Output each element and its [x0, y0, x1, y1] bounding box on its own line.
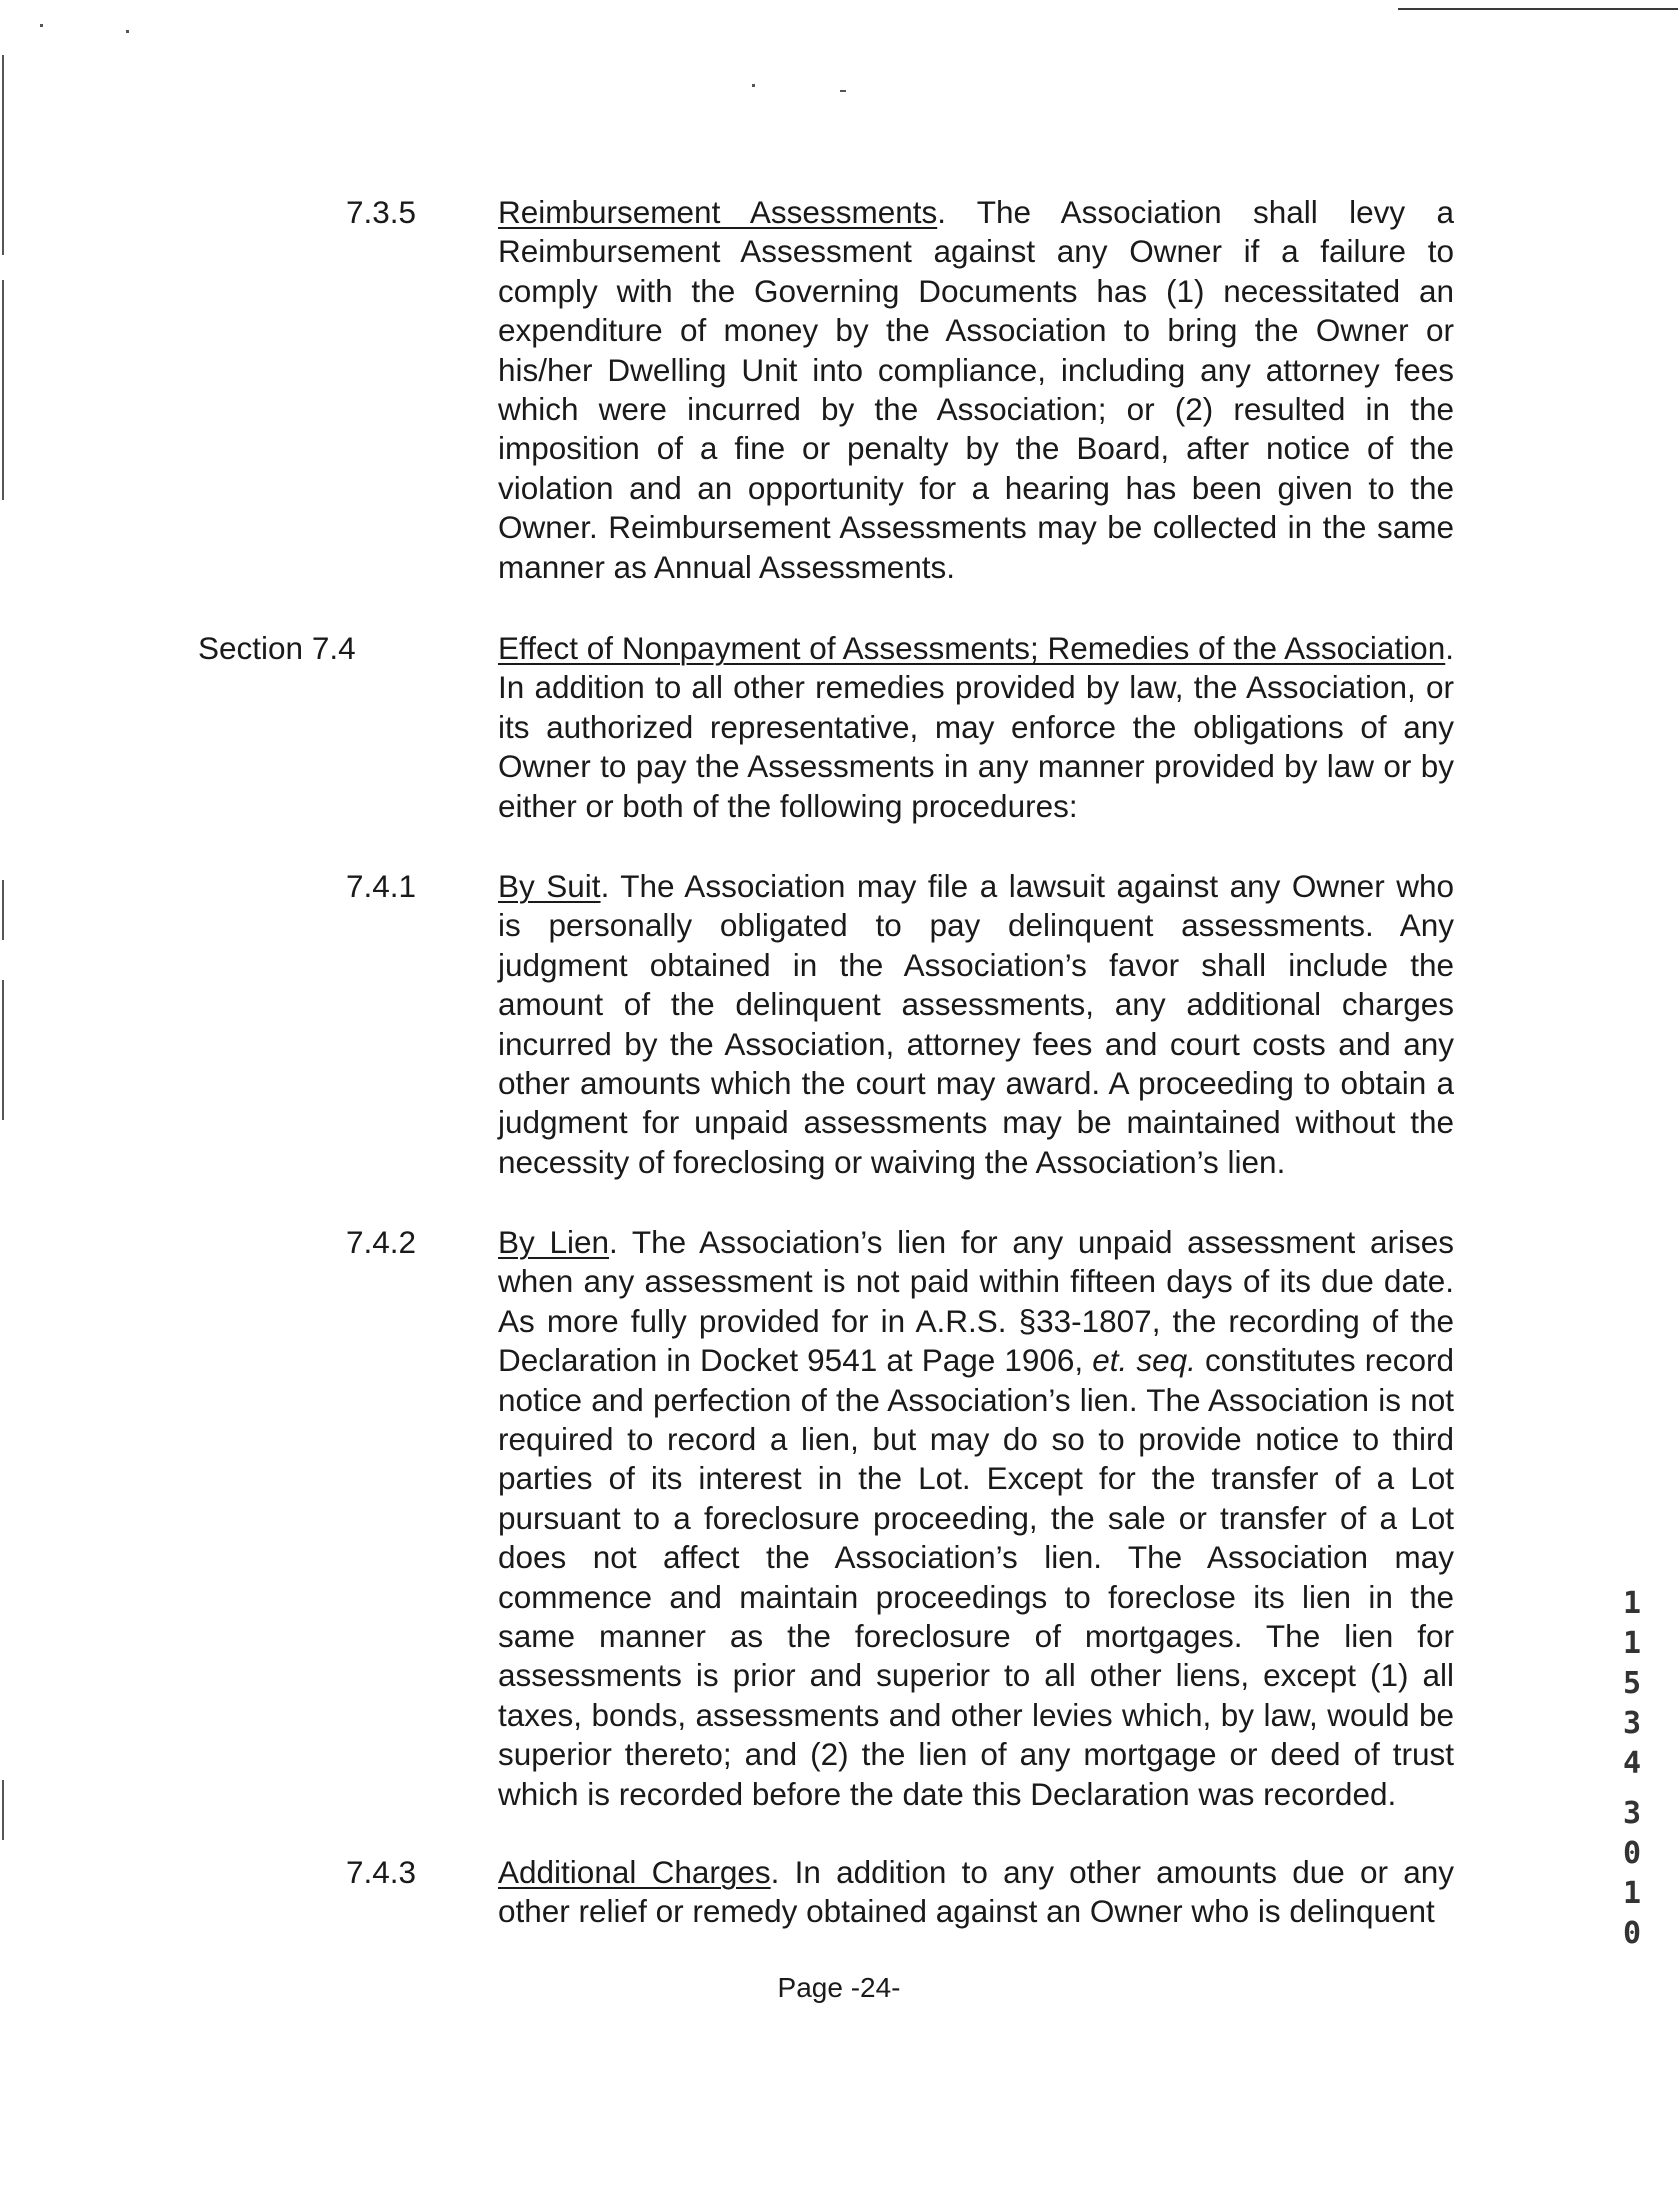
section-body: . In addition to all other remedies provided by law, the Association, or its authorized representative, may enforce the obligations of any Owner to pay the Assessments in any manner provided by law or by either or both of the following procedures: [498, 630, 1454, 824]
section-7-4-paragraph [498, 629, 1454, 826]
stamp-digit: 1 [1622, 1876, 1642, 1911]
scan-speck [840, 90, 846, 92]
section-heading: By Lien [498, 1224, 610, 1260]
stamp-digit: 0 [1622, 1836, 1642, 1871]
scan-margin-mark [2, 880, 4, 940]
section-body-continued: constitutes record notice and perfection of the Association’s lien. The Association is not required to record a lien, but may do so to provide notice to third parties of its interest in the Lot. Except for the transfer of a Lot pursuant to a foreclosure proceeding, the sale or transfer of a Lot does not affect the Association’s lien. The Association may commence and maintain proceedings to foreclose its lien in the same manner as the foreclosure of mortgages. The lien for assessments is prior and superior to all other liens, except (1) all taxes, bonds, assessments and other levies which, by law, would be superior thereto; and (2) the lien of any mortgage or deed of trust which is recorded before the date this Declaration was recorded. [498, 1342, 1454, 1812]
scan-speck [126, 30, 129, 33]
section-7-4-1-paragraph [498, 867, 1454, 1182]
section-number: Section 7.4 [198, 630, 356, 666]
stamp-digit: 1 [1622, 1586, 1642, 1621]
recording-stamp-upper [1620, 1584, 1644, 1784]
stamp-digit: 5 [1622, 1666, 1642, 1701]
recording-stamp-lower [1620, 1794, 1644, 1954]
scan-edge-line [1398, 8, 1678, 10]
scan-margin-mark [2, 55, 4, 255]
section-body: . In addition to any other amounts due or any other relief or remedy obtained against an Owner who is delinquent [498, 1854, 1455, 1930]
stamp-digit: 4 [1622, 1746, 1642, 1781]
page-number: Page -24- [777, 1972, 901, 2003]
section-7-3-5-paragraph [498, 193, 1454, 587]
latin-term: et. seq. [1092, 1342, 1196, 1379]
scan-margin-mark [2, 1780, 4, 1840]
section-7-4-3-paragraph [498, 1853, 1454, 1932]
section-heading: By Suit [498, 868, 601, 904]
scan-speck [752, 84, 755, 87]
section-number: 7.4.3 [346, 1854, 417, 1890]
stamp-digit: 1 [1622, 1626, 1642, 1661]
section-body: . The Association shall levy a Reimbursement Assessment against any Owner if a failure to comply with the Governing Documents has (1) necessitated an expenditure of money by the Association to bring the Owner or his/her Dwelling Unit into compliance, including any attorney fees which were incurred by the Association; or (2) resulted in the imposition of a fine or penalty by the Board, after notice of the violation and an opportunity for a hearing has been given to the Owner. Reimbursement Assessments may be collected in the same manner as Annual Assessments. [498, 194, 1454, 585]
scan-speck [40, 24, 43, 27]
section-7-4-2-paragraph [498, 1223, 1454, 1814]
section-number: 7.4.1 [346, 868, 417, 904]
stamp-digit: 0 [1622, 1916, 1642, 1951]
scan-margin-mark [2, 980, 4, 1120]
scan-margin-mark [2, 280, 4, 500]
stamp-digit: 3 [1622, 1706, 1642, 1741]
section-body: . The Association’s lien for any unpaid assessment arises when any assessment is not paid within fifteen days of its due date. As more fully provided for in A.R.S. §33-1807, the recording of the Declaration in Docket 9541 at Page 1906, [498, 1224, 1454, 1379]
section-heading: Reimbursement Assessments [498, 194, 938, 230]
section-body: . The Association may file a lawsuit against any Owner who is personally obligated to pay delinquent assessments. Any judgment obtained in the Association’s favor shall include the amount of the delinquent assessments, any additional charges incurred by the Association, attorney fees and court costs and any other amounts which the court may award. A proceeding to obtain a judgment for unpaid assessments may be maintained without the necessity of foreclosing or waiving the Association’s lien. [498, 868, 1454, 1180]
stamp-digit: 3 [1622, 1796, 1642, 1831]
section-heading: Additional Charges [498, 1854, 771, 1890]
section-number: 7.4.2 [346, 1224, 417, 1260]
section-heading: Effect of Nonpayment of Assessments; Remedies of the Association [498, 630, 1446, 666]
section-number: 7.3.5 [346, 194, 417, 230]
